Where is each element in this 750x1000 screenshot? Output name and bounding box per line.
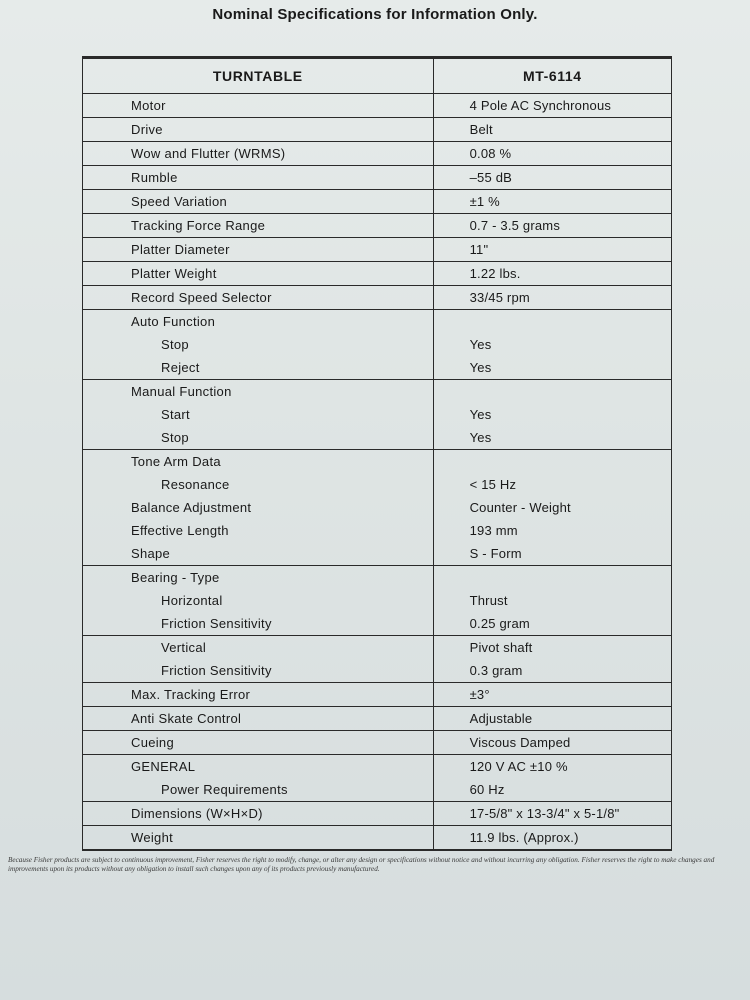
table-row bbox=[83, 380, 672, 404]
spec-value: 193 mm bbox=[433, 519, 671, 542]
table-row bbox=[83, 519, 672, 542]
spec-label: Rumble bbox=[83, 166, 434, 190]
spec-label: Effective Length bbox=[83, 519, 434, 542]
spec-group-platter-diameter bbox=[83, 238, 672, 262]
spec-label: Drive bbox=[83, 118, 434, 142]
spec-value: 33/45 rpm bbox=[433, 286, 671, 310]
table-row bbox=[83, 659, 672, 683]
spec-sublabel: Reject bbox=[83, 356, 434, 380]
spec-label: Shape bbox=[83, 542, 434, 566]
table-row bbox=[83, 755, 672, 779]
table-row bbox=[83, 214, 672, 238]
table-row bbox=[83, 426, 672, 450]
spec-group-speed-variation bbox=[83, 190, 672, 214]
table-row bbox=[83, 636, 672, 660]
table-row bbox=[83, 403, 672, 426]
spec-value: 0.3 gram bbox=[433, 659, 671, 683]
table-row bbox=[83, 94, 672, 118]
spec-value: 0.7 - 3.5 grams bbox=[433, 214, 671, 238]
spec-value: ±1 % bbox=[433, 190, 671, 214]
spec-label: Cueing bbox=[83, 731, 434, 755]
spec-value bbox=[433, 566, 671, 590]
header-product-type: TURNTABLE bbox=[83, 58, 434, 94]
spec-value: 0.25 gram bbox=[433, 612, 671, 636]
spec-value bbox=[433, 380, 671, 404]
table-row bbox=[83, 238, 672, 262]
spec-value: Yes bbox=[433, 333, 671, 356]
table-row bbox=[83, 286, 672, 310]
spec-value bbox=[433, 450, 671, 474]
spec-table bbox=[82, 56, 672, 851]
spec-label: Tracking Force Range bbox=[83, 214, 434, 238]
header-model-number: MT-6114 bbox=[433, 58, 671, 94]
spec-group-cueing bbox=[83, 731, 672, 755]
spec-label: Wow and Flutter (WRMS) bbox=[83, 142, 434, 166]
spec-value: 1.22 lbs. bbox=[433, 262, 671, 286]
spec-group-bearing-type bbox=[83, 566, 672, 683]
spec-value: 60 Hz bbox=[433, 778, 671, 802]
spec-group-tracking-force bbox=[83, 214, 672, 238]
spec-label: Anti Skate Control bbox=[83, 707, 434, 731]
spec-sublabel: Resonance bbox=[83, 473, 434, 496]
spec-value: 11" bbox=[433, 238, 671, 262]
spec-label: Auto Function bbox=[83, 310, 434, 334]
table-row bbox=[83, 802, 672, 826]
spec-sublabel: Friction Sensitivity bbox=[83, 612, 434, 636]
spec-sublabel: Stop bbox=[83, 426, 434, 450]
spec-sublabel: Stop bbox=[83, 333, 434, 356]
spec-group-auto-function bbox=[83, 310, 672, 380]
spec-sublabel: Start bbox=[83, 403, 434, 426]
spec-value: Counter - Weight bbox=[433, 496, 671, 519]
spec-value bbox=[433, 310, 671, 334]
page-heading: Nominal Specifications for Information Only. bbox=[212, 6, 538, 23]
spec-value: Adjustable bbox=[433, 707, 671, 731]
spec-label: Max. Tracking Error bbox=[83, 683, 434, 707]
spec-sublabel: Horizontal bbox=[83, 589, 434, 612]
spec-group-wow-flutter bbox=[83, 142, 672, 166]
table-row bbox=[83, 566, 672, 590]
spec-value: Viscous Damped bbox=[433, 731, 671, 755]
spec-label: Record Speed Selector bbox=[83, 286, 434, 310]
table-row bbox=[83, 450, 672, 474]
disclaimer-footnote: Because Fisher products are subject to continuous improvement, Fisher reserves the right to modify, change, or alter any design or specifications without notice and without incurring any obligation. Fisher reserves the right to make changes and improvements upon its products without any obligation to install such changes upon any of its products previously manufactured. bbox=[8, 856, 715, 873]
spec-label: GENERAL bbox=[83, 755, 434, 779]
spec-sublabel: Vertical bbox=[83, 636, 434, 660]
spec-value: 17-5/8" x 13-3/4" x 5-1/8" bbox=[433, 802, 671, 826]
spec-value: Thrust bbox=[433, 589, 671, 612]
spec-sublabel: Friction Sensitivity bbox=[83, 659, 434, 683]
spec-value: ±3° bbox=[433, 683, 671, 707]
spec-group-tone-arm bbox=[83, 450, 672, 566]
table-row bbox=[83, 310, 672, 334]
spec-group-drive bbox=[83, 118, 672, 142]
table-row bbox=[83, 262, 672, 286]
table-row bbox=[83, 496, 672, 519]
spec-group-rumble bbox=[83, 166, 672, 190]
table-row bbox=[83, 166, 672, 190]
table-row bbox=[83, 356, 672, 380]
spec-group-tracking-error bbox=[83, 683, 672, 707]
spec-value: 0.08 % bbox=[433, 142, 671, 166]
spec-group-weight bbox=[83, 826, 672, 851]
spec-group-manual-function bbox=[83, 380, 672, 450]
spec-group-speed-selector bbox=[83, 286, 672, 310]
table-row bbox=[83, 826, 672, 851]
spec-label: Weight bbox=[83, 826, 434, 851]
spec-value: Yes bbox=[433, 426, 671, 450]
spec-label: Speed Variation bbox=[83, 190, 434, 214]
spec-group-platter-weight bbox=[83, 262, 672, 286]
table-header-row bbox=[83, 58, 672, 94]
table-row bbox=[83, 612, 672, 636]
spec-label: Platter Diameter bbox=[83, 238, 434, 262]
spec-value: S - Form bbox=[433, 542, 671, 566]
spec-label: Balance Adjustment bbox=[83, 496, 434, 519]
spec-value: –55 dB bbox=[433, 166, 671, 190]
spec-value: 4 Pole AC Synchronous bbox=[433, 94, 671, 118]
table-row bbox=[83, 731, 672, 755]
spec-group-dimensions bbox=[83, 802, 672, 826]
table-row bbox=[83, 683, 672, 707]
spec-value: 120 V AC ±10 % bbox=[433, 755, 671, 779]
table-row bbox=[83, 707, 672, 731]
spec-label: Dimensions (W×H×D) bbox=[83, 802, 434, 826]
table-row bbox=[83, 142, 672, 166]
spec-value: Yes bbox=[433, 356, 671, 380]
spec-group-motor bbox=[83, 94, 672, 118]
spec-value: 11.9 lbs. (Approx.) bbox=[433, 826, 671, 851]
spec-value: Yes bbox=[433, 403, 671, 426]
table-row bbox=[83, 778, 672, 802]
spec-sublabel: Power Requirements bbox=[83, 778, 434, 802]
spec-label: Bearing - Type bbox=[83, 566, 434, 590]
spec-label: Tone Arm Data bbox=[83, 450, 434, 474]
spec-value: Pivot shaft bbox=[433, 636, 671, 660]
spec-value: < 15 Hz bbox=[433, 473, 671, 496]
spec-group-general bbox=[83, 755, 672, 802]
table-row bbox=[83, 333, 672, 356]
table-row bbox=[83, 190, 672, 214]
table-row bbox=[83, 473, 672, 496]
spec-label: Manual Function bbox=[83, 380, 434, 404]
spec-value: Belt bbox=[433, 118, 671, 142]
table-row bbox=[83, 542, 672, 566]
table-row bbox=[83, 589, 672, 612]
spec-group-anti-skate bbox=[83, 707, 672, 731]
spec-label: Motor bbox=[83, 94, 434, 118]
table-row bbox=[83, 118, 672, 142]
spec-label: Platter Weight bbox=[83, 262, 434, 286]
